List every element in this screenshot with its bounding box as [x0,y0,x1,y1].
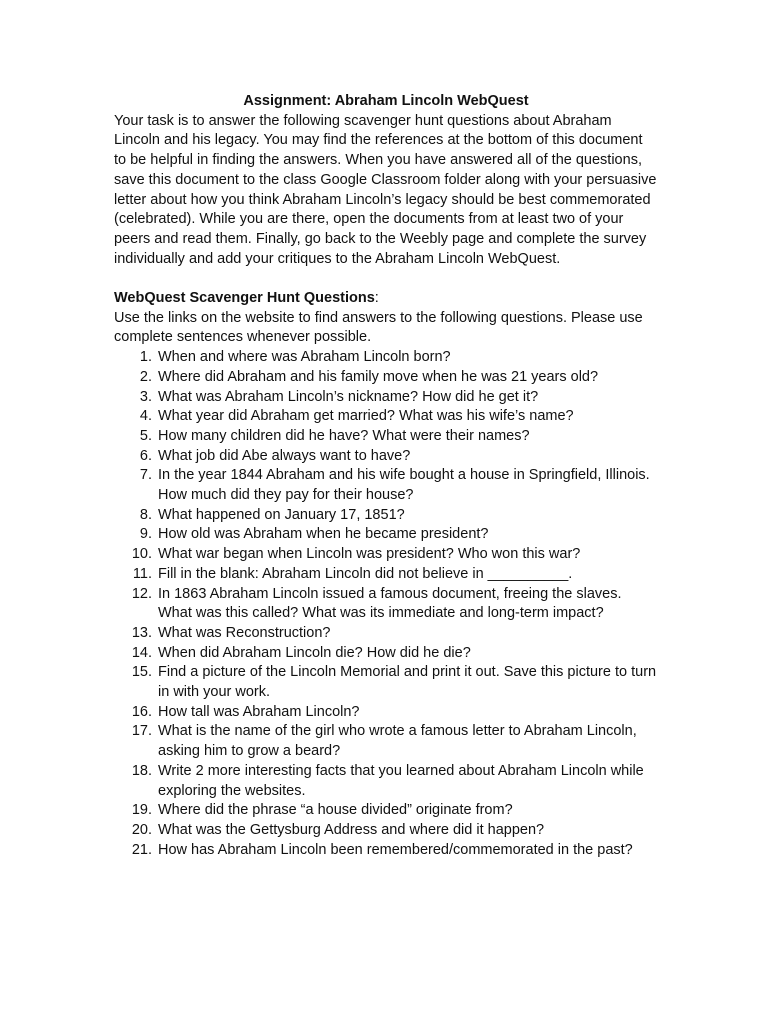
question-number: 21. [131,841,152,858]
document-title: Assignment: Abraham Lincoln WebQuest [243,93,529,109]
question-number: 3. [139,388,152,405]
question-text: Find a picture of the Lincoln Memorial and print it out. Save this picture to turn in with your work. [158,664,657,701]
question-number: 10. [131,546,152,563]
question-text: How many children did he have? What were their names? [158,427,530,444]
question-item [114,722,658,761]
question-number: 8. [139,506,152,523]
question-text: What war began when Lincoln was president? Who won this war? [158,546,581,563]
question-number: 11. [132,565,152,582]
question-text: How has Abraham Lincoln been remembered/commemorated in the past? [158,841,633,858]
question-number: 6. [139,447,152,464]
question-item [114,841,658,861]
section-heading-line [114,289,658,309]
question-number: 5. [139,427,152,444]
question-item [114,801,658,821]
question-text: Fill in the blank: Abraham Lincoln did not believe in __________. [158,565,573,582]
section-heading: WebQuest Scavenger Hunt Questions [114,290,375,307]
question-number: 2. [139,368,152,385]
question-number: 19. [131,802,152,819]
question-text: In 1863 Abraham Lincoln issued a famous document, freeing the slaves. What was this called? What was its immediate and long-term impact? [158,585,622,622]
question-item [114,427,658,447]
question-item [114,447,658,467]
question-item [114,565,658,585]
question-list [114,348,658,860]
question-item [114,525,658,545]
question-item [114,762,658,801]
question-number: 13. [131,624,152,641]
question-item [114,368,658,388]
question-text: What job did Abe always want to have? [158,447,411,464]
paragraph-spacer [114,269,658,289]
question-text: What happened on January 17, 1851? [158,506,405,523]
question-number: 1. [139,349,152,366]
question-item [114,821,658,841]
instructions-paragraph: Use the links on the website to find answers to the following questions. Please use complete sentences whenever possible. [114,309,643,346]
question-item [114,388,658,408]
question-item [114,545,658,565]
question-text: When did Abraham Lincoln die? How did he die? [158,644,471,661]
question-text: What was the Gettysburg Address and where did it happen? [158,822,545,838]
question-number: 18. [131,762,152,779]
question-text: How tall was Abraham Lincoln? [158,703,360,720]
question-text: What was Abraham Lincoln’s nickname? How did he get it? [158,388,539,405]
section-heading-colon: : [374,290,379,307]
question-item [114,624,658,644]
question-item [114,644,658,664]
question-item [114,703,658,723]
question-text: Write 2 more interesting facts that you learned about Abraham Lincoln while exploring the websites. [158,762,644,799]
question-number: 9. [139,526,152,543]
question-text: What year did Abraham get married? What was his wife’s name? [158,408,574,425]
question-number: 4. [139,408,152,425]
question-text: How old was Abraham when he became president? [158,526,489,543]
question-item [114,407,658,427]
question-text: When and where was Abraham Lincoln born? [158,349,451,366]
question-text: What is the name of the girl who wrote a famous letter to Abraham Lincoln, asking him to grow a beard? [158,723,637,760]
question-item [114,585,658,624]
question-item [114,466,658,505]
question-number: 7. [139,467,152,484]
question-number: 16. [131,703,152,720]
question-item [114,663,658,702]
question-number: 15. [131,664,152,681]
question-text: Where did Abraham and his family move when he was 21 years old? [158,368,599,385]
question-number: 12. [131,585,152,602]
question-number: 17. [131,723,152,740]
question-item [114,506,658,526]
question-number: 20. [131,822,152,838]
question-text: Where did the phrase “a house divided” originate from? [158,802,513,819]
question-text: In the year 1844 Abraham and his wife bought a house in Springfield, Illinois. How much did they pay for their house? [158,467,650,504]
question-number: 14. [131,644,152,661]
question-item [114,348,658,368]
question-text: What was Reconstruction? [158,624,331,641]
intro-paragraph: Your task is to answer the following scavenger hunt questions about Abraham Lincoln and his legacy. You may find the references at the bottom of this document to be helpful in finding the answers. When you have answered all of the questions, save this document to the class Google Classroom folder along with your persuasive letter about how you think Abraham Lincoln’s legacy should be best commemorated (celebrated). While you are there, open the documents from at least two of your peers and read them. Finally, go back to the Weebly page and complete the survey individually and add your critiques to the Abraham Lincoln WebQuest. [114,112,657,267]
